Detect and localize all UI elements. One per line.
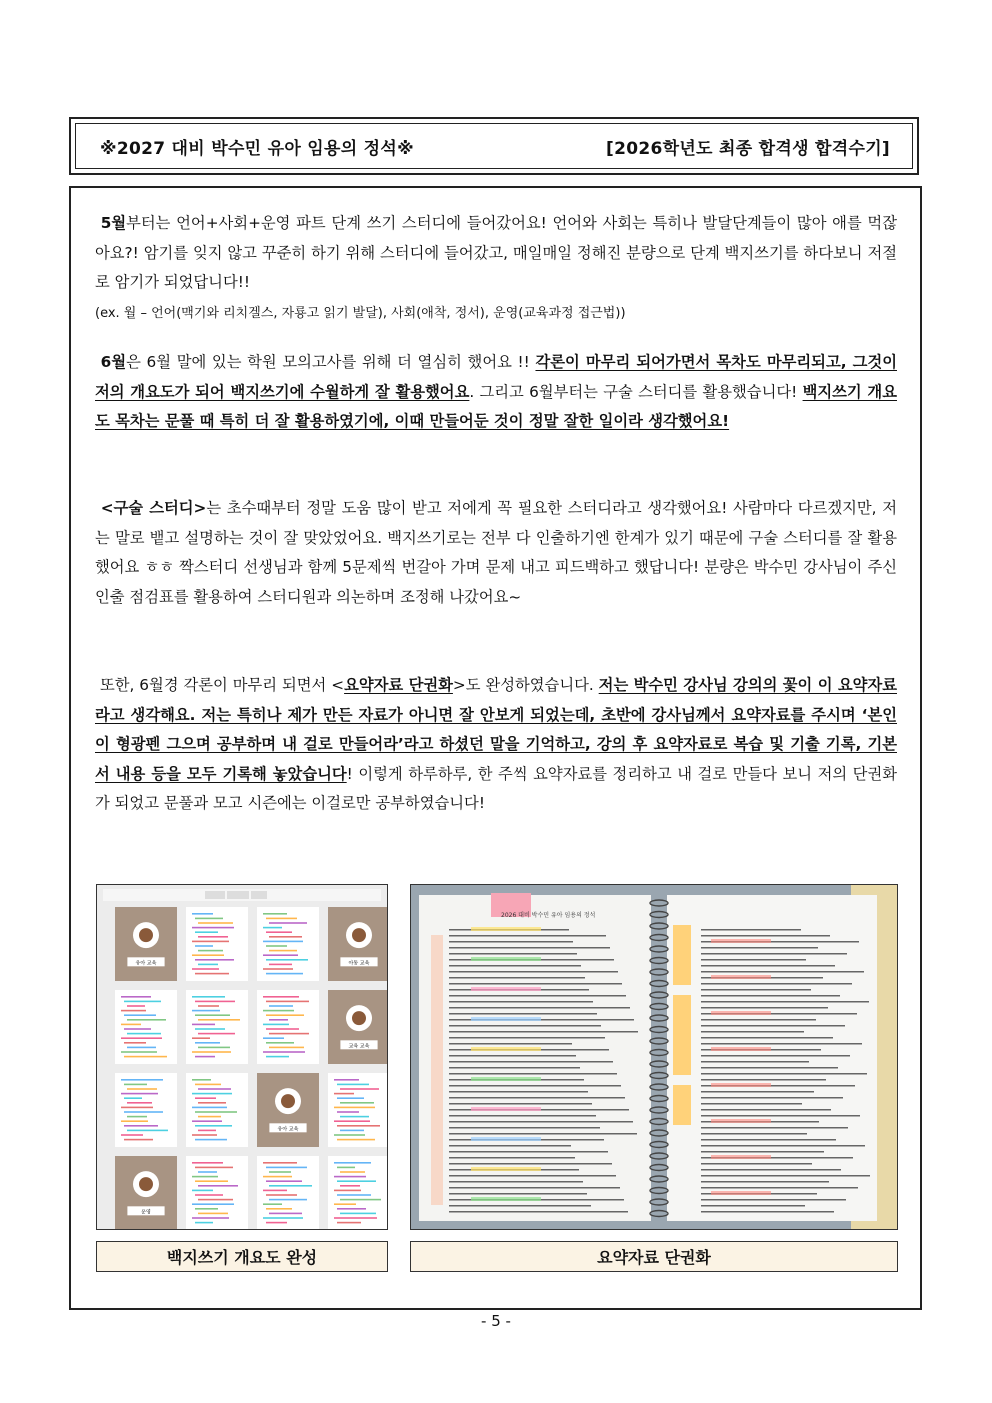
para-text: >도 완성하였습니다. — [452, 676, 599, 694]
para-text: 은 6월 말에 있는 학원 모의고사를 위해 더 열심히 했어요 !! — [126, 353, 536, 371]
para-text: . 그리고 6월부터는 구술 스터디를 활용했습니다! — [469, 382, 803, 401]
para-underline: 각론이 마무리 되어가면서 목차도 마무리되고, 그것이 저의 개요도가 되어 백지쓰기에 수월하게 잘 활용했어요 — [95, 353, 897, 401]
notes-page-title: 2026 대비 박수민 유아 임용의 정석 — [501, 912, 596, 919]
paragraph-summary — [95, 671, 897, 819]
para-lead: 6월 — [100, 353, 127, 371]
paragraph-may — [95, 209, 897, 328]
para-underline: 백지쓰기 개요도 목차는 문풀 때 특히 더 잘 활용하였기에, 이때 만들어둔 것이 정말 잘한 일이라 생각했어요! — [95, 382, 897, 430]
summary-notes-image — [411, 885, 897, 1229]
cover-label: 유아 교육 — [277, 1126, 299, 1133]
caption-outline: 백지쓰기 개요도 완성 — [96, 1241, 388, 1272]
paragraph-june — [95, 348, 897, 437]
outline-photo — [96, 884, 388, 1230]
cover-label: 운영 — [141, 1209, 151, 1216]
cover-label: 유아 교육 — [135, 960, 157, 967]
para-underline: 저는 박수민 강사님 강의의 꽃이 이 요약자료라고 생각해요. 저는 특히나 제가 만든 자료가 아니면 잘 안보게 되었는데, 초반에 강사님께서 요약자료를 주시며 ‘본인이 형광펜 그으며 공부하며 내 걸로 만들어라’라고 하셨던 말을 기억하고, 강의 후 요약자료로 복습 및 기출 기록, 기본서 내용 등을 모두 기록해 놓았습니다 — [95, 676, 897, 783]
header-box — [69, 117, 919, 175]
para-example: (ex. 월 – 언어(맥기와 리치겔스, 자룡고 읽기 발달), 사회(애착, 정서), 운영(교육과정 접근법)) — [95, 305, 626, 321]
cover-label: 교육 교육 — [348, 1043, 370, 1050]
para-underline: 요약자료 단권화 — [344, 676, 453, 694]
para-text: 부터는 언어+사회+운영 파트 단계 쓰기 스터디에 들어갔어요! 언어와 사회는 특히나 발달단계들이 많아 애를 먹잖아요?! 암기를 잊지 않고 꾸준히 하기 위해 스터디에 들어갔고, 매일매일 정해진 분량으로 단계 백지쓰기를 하다보니 저절로 암기가 되었답니다!! — [95, 214, 897, 291]
caption-summary: 요약자료 단권화 — [410, 1241, 898, 1272]
cover-label: 아동 교육 — [348, 960, 370, 967]
page-number: - 5 - — [481, 1312, 511, 1330]
para-lead: <구술 스터디> — [100, 499, 207, 517]
header-left-title: ※2027 대비 박수민 유아 임용의 정석※ — [100, 138, 414, 159]
paragraph-oral-study — [95, 494, 897, 612]
outline-thumbnails-image — [97, 885, 387, 1229]
para-text: ! 이렇게 하루하루, 한 주씩 요약자료를 정리하고 내 걸로 만들다 보니 저의 단권화가 되었고 문풀과 모고 시즌에는 이걸로만 공부하였습니다! — [95, 764, 898, 812]
summary-photo — [410, 884, 898, 1230]
header-right-title: [2026학년도 최종 합격생 합격수기] — [606, 138, 890, 159]
para-text: 또한, 6월경 각론이 마무리 되면서 < — [99, 676, 345, 694]
para-lead: 5월 — [100, 214, 127, 232]
para-text: 는 초수때부터 정말 도움 많이 받고 저에게 꼭 필요한 스터디라고 생각했어요! 사람마다 다르겠지만, 저는 말로 뱉고 설명하는 것이 잘 맞았었어요. 백지쓰기로는 전부 다 인출하기엔 한계가 있기 때문에 구술 스터디를 잘 활용했어요 ㅎㅎ 짝스터디 선생님과 함께 5문제씩 번갈아 가며 문제 내고 피드백하고 했답니다! 분량은 박수민 강사님이 주신 인출 점검표를 활용하여 스터디원과 의논하며 조정해 나갔어요~ — [95, 499, 897, 606]
